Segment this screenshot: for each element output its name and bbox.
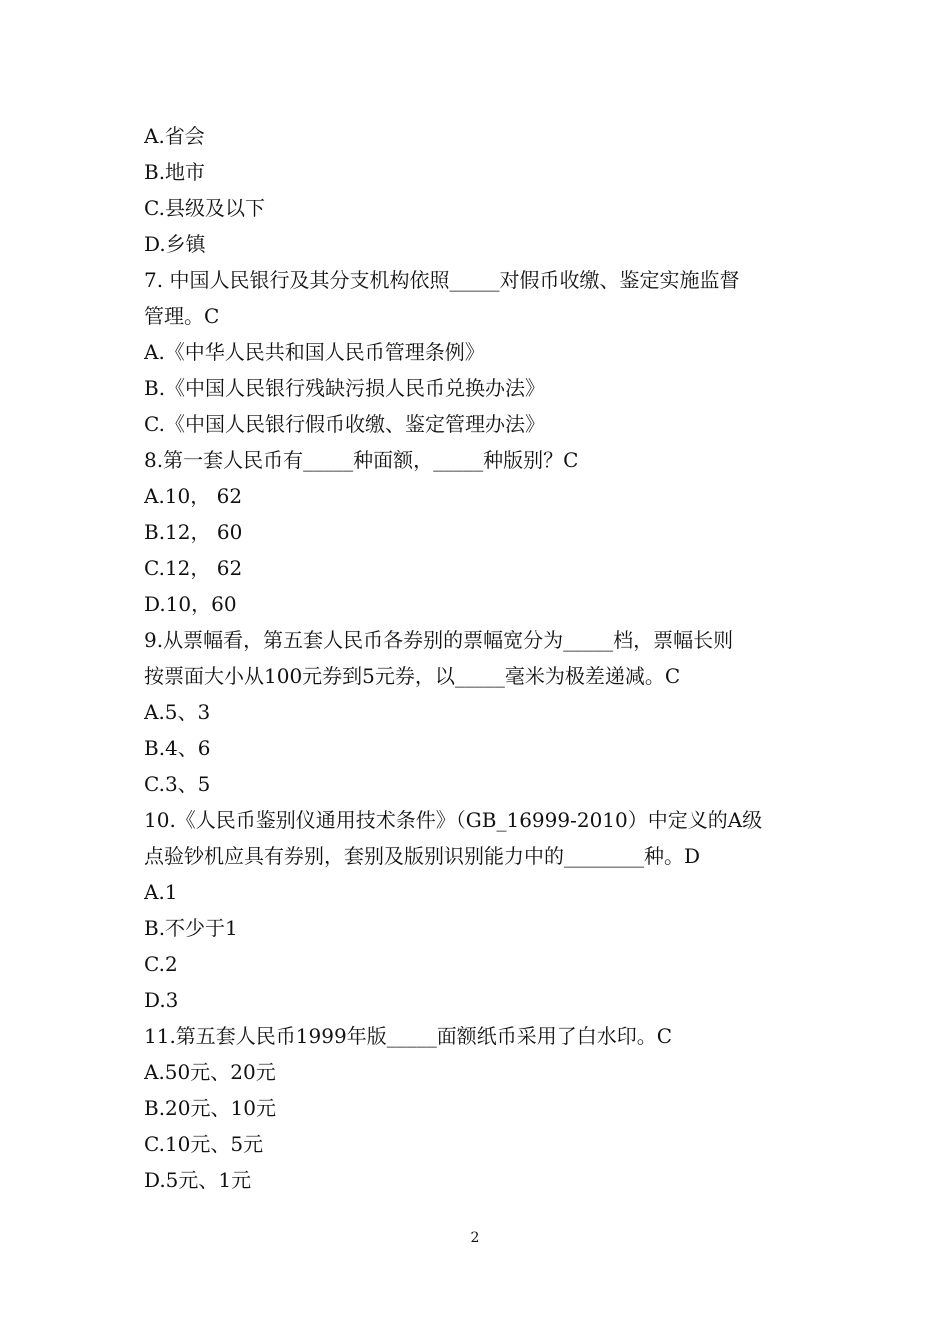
question-text: 10.《人民币鉴别仪通用技术条件》（GB_16999-2010）中定义的A级 xyxy=(144,808,763,832)
text-line: B.4、6 xyxy=(144,736,211,760)
text-line: A.10， 62 xyxy=(144,484,243,508)
text-line: B.20元、10元 xyxy=(144,1096,276,1120)
question-text: 7. 中国人民银行及其分支机构依照_____对假币收缴、鉴定实施监督 xyxy=(144,268,740,292)
text-line: D.3 xyxy=(144,988,179,1012)
question-text: 8.第一套人民币有_____种面额，_____种版别？C xyxy=(144,448,579,472)
text-line: B.《中国人民银行残缺污损人民币兑换办法》 xyxy=(144,376,546,400)
text-line: B.地市 xyxy=(144,160,206,184)
text-line: A.《中华人民共和国人民币管理条例》 xyxy=(144,340,485,364)
text-line: C.10元、5元 xyxy=(144,1132,264,1156)
text-line: A.5、3 xyxy=(144,700,211,724)
text-line: D.10，60 xyxy=(144,592,237,616)
text-line: B.12， 60 xyxy=(144,520,243,544)
document-body xyxy=(144,118,814,1198)
question-text: 按票面大小从100元券到5元券，以_____毫米为极差递减。C xyxy=(144,664,681,688)
question-text: 管理。C xyxy=(144,304,220,328)
question-text: 点验钞机应具有券别，套别及版别识别能力中的________种。D xyxy=(144,844,701,868)
text-line: A.1 xyxy=(144,880,178,904)
page-number: 2 xyxy=(470,1230,480,1246)
text-line: C.12， 62 xyxy=(144,556,243,580)
question-text: 11.第五套人民币1999年版_____面额纸币采用了白水印。C xyxy=(144,1024,673,1048)
text-line: C.3、5 xyxy=(144,772,211,796)
text-line: A.50元、20元 xyxy=(144,1060,276,1084)
question-text: 9.从票幅看，第五套人民币各券别的票幅宽分为_____档，票幅长则 xyxy=(144,628,734,652)
text-line: D.乡镇 xyxy=(144,232,206,256)
text-line: D.5元、1元 xyxy=(144,1168,252,1192)
text-line: C.2 xyxy=(144,952,178,976)
text-line: C.县级及以下 xyxy=(144,196,265,220)
text-line: A.省会 xyxy=(144,124,205,148)
text-line: B.不少于1 xyxy=(144,916,238,940)
text-line: C.《中国人民银行假币收缴、鉴定管理办法》 xyxy=(144,412,545,436)
